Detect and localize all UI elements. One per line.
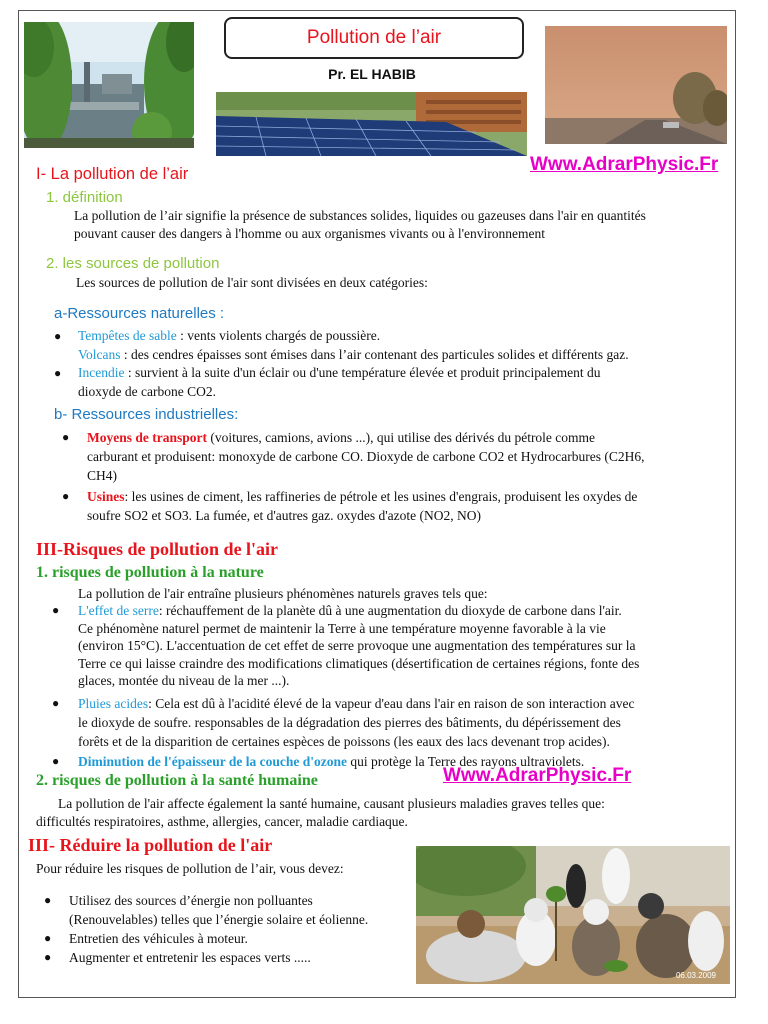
author-name: Pr. EL HABIB bbox=[328, 66, 416, 82]
list-item bbox=[54, 364, 734, 383]
solar-panels-photo bbox=[216, 92, 527, 156]
definition-line: La pollution de l’air signifie la présence de substances solides, liquides ou gazeuses dans l'air en quantités bbox=[74, 208, 646, 223]
item-term: Moyens de transport bbox=[87, 430, 207, 445]
reduce-pollution-heading: III- Réduire la pollution de l'air bbox=[28, 835, 273, 855]
sandstorm-photo bbox=[545, 26, 727, 144]
bullet-icon: ● bbox=[54, 329, 62, 343]
item-term: Pluies acides bbox=[78, 695, 149, 711]
bullet-icon: ● bbox=[62, 489, 70, 503]
item-text: Utilisez des sources d’énergie non polluantes bbox=[69, 893, 313, 908]
health-risks-text bbox=[36, 795, 736, 831]
item-text: soufre SO2 et SO3. La fumée, et d'autres gaz. oxydes d'azote (NO2, NO) bbox=[87, 508, 481, 523]
factory-photo bbox=[24, 22, 194, 148]
list-item bbox=[44, 891, 424, 929]
item-text: dioxyde de carbone CO2. bbox=[78, 384, 216, 400]
item-text: : réchauffement de la planète dû à une augmentation du dioxyde de carbone dans l'air. bbox=[158, 603, 622, 618]
item-text: Ce phénomène naturel permet de maintenir la Terre à une température moyenne favorable à la vie bbox=[78, 620, 606, 636]
item-term: Incendie bbox=[78, 365, 125, 381]
bullet-icon: ● bbox=[54, 366, 62, 381]
reduce-list bbox=[44, 891, 424, 967]
list-item bbox=[54, 327, 734, 346]
health-line: difficultés respiratoires, asthme, allergies, cancer, maladie cardiaque. bbox=[36, 814, 408, 829]
reduce-intro: Pour réduire les risques de pollution de l’air, vous devez: bbox=[36, 861, 344, 876]
item-term: Tempêtes de sable bbox=[78, 328, 177, 343]
item-text: Entretien des véhicules à moteur. bbox=[69, 931, 248, 946]
list-item bbox=[52, 602, 734, 690]
nature-risks-heading: 1. risques de pollution à la nature bbox=[36, 564, 264, 581]
item-text: : vents violents chargés de poussière. bbox=[176, 328, 381, 343]
health-line: La pollution de l'air affecte également la santé humaine, causant plusieurs maladies graves telles que: bbox=[58, 796, 605, 811]
list-item bbox=[52, 753, 734, 771]
natural-sources-heading: a-Ressources naturelles : bbox=[54, 305, 225, 322]
nature-risks-intro: La pollution de l'air entraîne plusieurs phénomènes naturels graves tels que: bbox=[78, 586, 488, 601]
item-text: qui protège la Terre des rayons ultraviolets. bbox=[347, 753, 585, 769]
item-term: Usines bbox=[87, 489, 125, 504]
sources-text: Les sources de pollution de l'air sont divisées en deux catégories: bbox=[76, 275, 428, 290]
industrial-sources-heading: b- Ressources industrielles: bbox=[54, 406, 239, 423]
item-term: L'effet de serre bbox=[78, 603, 159, 618]
list-item bbox=[44, 929, 424, 948]
item-text: CH4) bbox=[87, 468, 117, 483]
definition-text bbox=[74, 207, 734, 243]
bullet-icon: ● bbox=[52, 753, 60, 768]
website-link-middle[interactable]: Www.AdrarPhysic.Fr bbox=[443, 765, 632, 786]
definition-heading: 1. définition bbox=[46, 189, 123, 206]
bullet-icon: ● bbox=[52, 603, 60, 617]
sources-heading: 2. les sources de pollution bbox=[46, 255, 220, 272]
list-item bbox=[54, 346, 734, 365]
item-text: Terre ce qui laisse craindre des modifications climatiques (désertification de certaines régions, fonte des bbox=[78, 655, 640, 671]
website-link-top[interactable]: Www.AdrarPhysic.Fr bbox=[530, 154, 719, 175]
list-item bbox=[62, 487, 734, 525]
item-text: : les usines de ciment, les raffineries de pétrole et les usines d'engrais, produisent les oxydes de bbox=[124, 489, 638, 504]
item-text: forêts et de la disparition de certaines espèces de poissons (les eaux des lacs devenant trop acides). bbox=[78, 733, 610, 749]
photo-date-stamp: 06.03.2009 bbox=[675, 971, 716, 980]
item-text: carburant et produisent: monoxyde de carbone CO. Dioxyde de carbone CO2 et Hydrocarbures (C2H6, bbox=[87, 449, 645, 464]
bullet-icon: ● bbox=[44, 893, 52, 907]
list-item bbox=[44, 948, 424, 967]
list-item bbox=[62, 428, 734, 485]
item-text: (environ 15°C). L'accentuation de cet effet de serre provoque une augmentation des températures sur la bbox=[78, 638, 636, 654]
bullet-icon: ● bbox=[44, 950, 52, 964]
health-risks-heading: 2. risques de pollution à la santé humaine bbox=[36, 772, 318, 789]
bullet-icon: ● bbox=[62, 430, 70, 444]
item-text: (Renouvelables) telles que l’énergie solaire et éolienne. bbox=[69, 912, 369, 927]
risks-heading: III-Risques de pollution de l'air bbox=[36, 539, 279, 559]
item-text: (voitures, camions, avions ...), qui utilise des dérivés du pétrole comme bbox=[207, 430, 596, 445]
item-term: Volcans bbox=[78, 346, 121, 362]
item-text: : des cendres épaisses sont émises dans l’air contenant des particules solides et différents gaz. bbox=[120, 346, 629, 362]
page-title bbox=[224, 17, 524, 59]
definition-line: pouvant causer des dangers à l'homme ou aux organismes vivants ou à l'environnement bbox=[74, 226, 545, 241]
item-text: : Cela est dû à l'acidité élevé de la vapeur d'eau dans l'air en raison de son interaction avec bbox=[148, 695, 635, 711]
list-item bbox=[54, 383, 734, 402]
item-text: glaces, montée du niveau de la mer ...). bbox=[78, 673, 290, 689]
item-term: Diminution de l'épaisseur de la couche d'ozone bbox=[78, 753, 348, 769]
item-text: : survient à la suite d'un éclair ou d'une température élevée et produit principalement du bbox=[124, 365, 601, 381]
bullet-icon: ● bbox=[52, 695, 60, 710]
industrial-sources-list bbox=[62, 428, 734, 525]
tree-planting-photo bbox=[416, 846, 730, 984]
section-pollution-heading: I- La pollution de l’air bbox=[36, 165, 189, 183]
page-title-text: Pollution de l’air bbox=[306, 27, 442, 48]
nature-risks-list bbox=[52, 602, 734, 771]
list-item bbox=[52, 694, 734, 751]
natural-sources-list bbox=[54, 327, 734, 402]
bullet-icon: ● bbox=[44, 931, 52, 945]
item-text: Augmenter et entretenir les espaces verts ..... bbox=[69, 950, 311, 965]
item-text: le dioxyde de soufre. responsables de la dégradation des pierres des bâtiments, du dépérissement des bbox=[78, 714, 621, 730]
